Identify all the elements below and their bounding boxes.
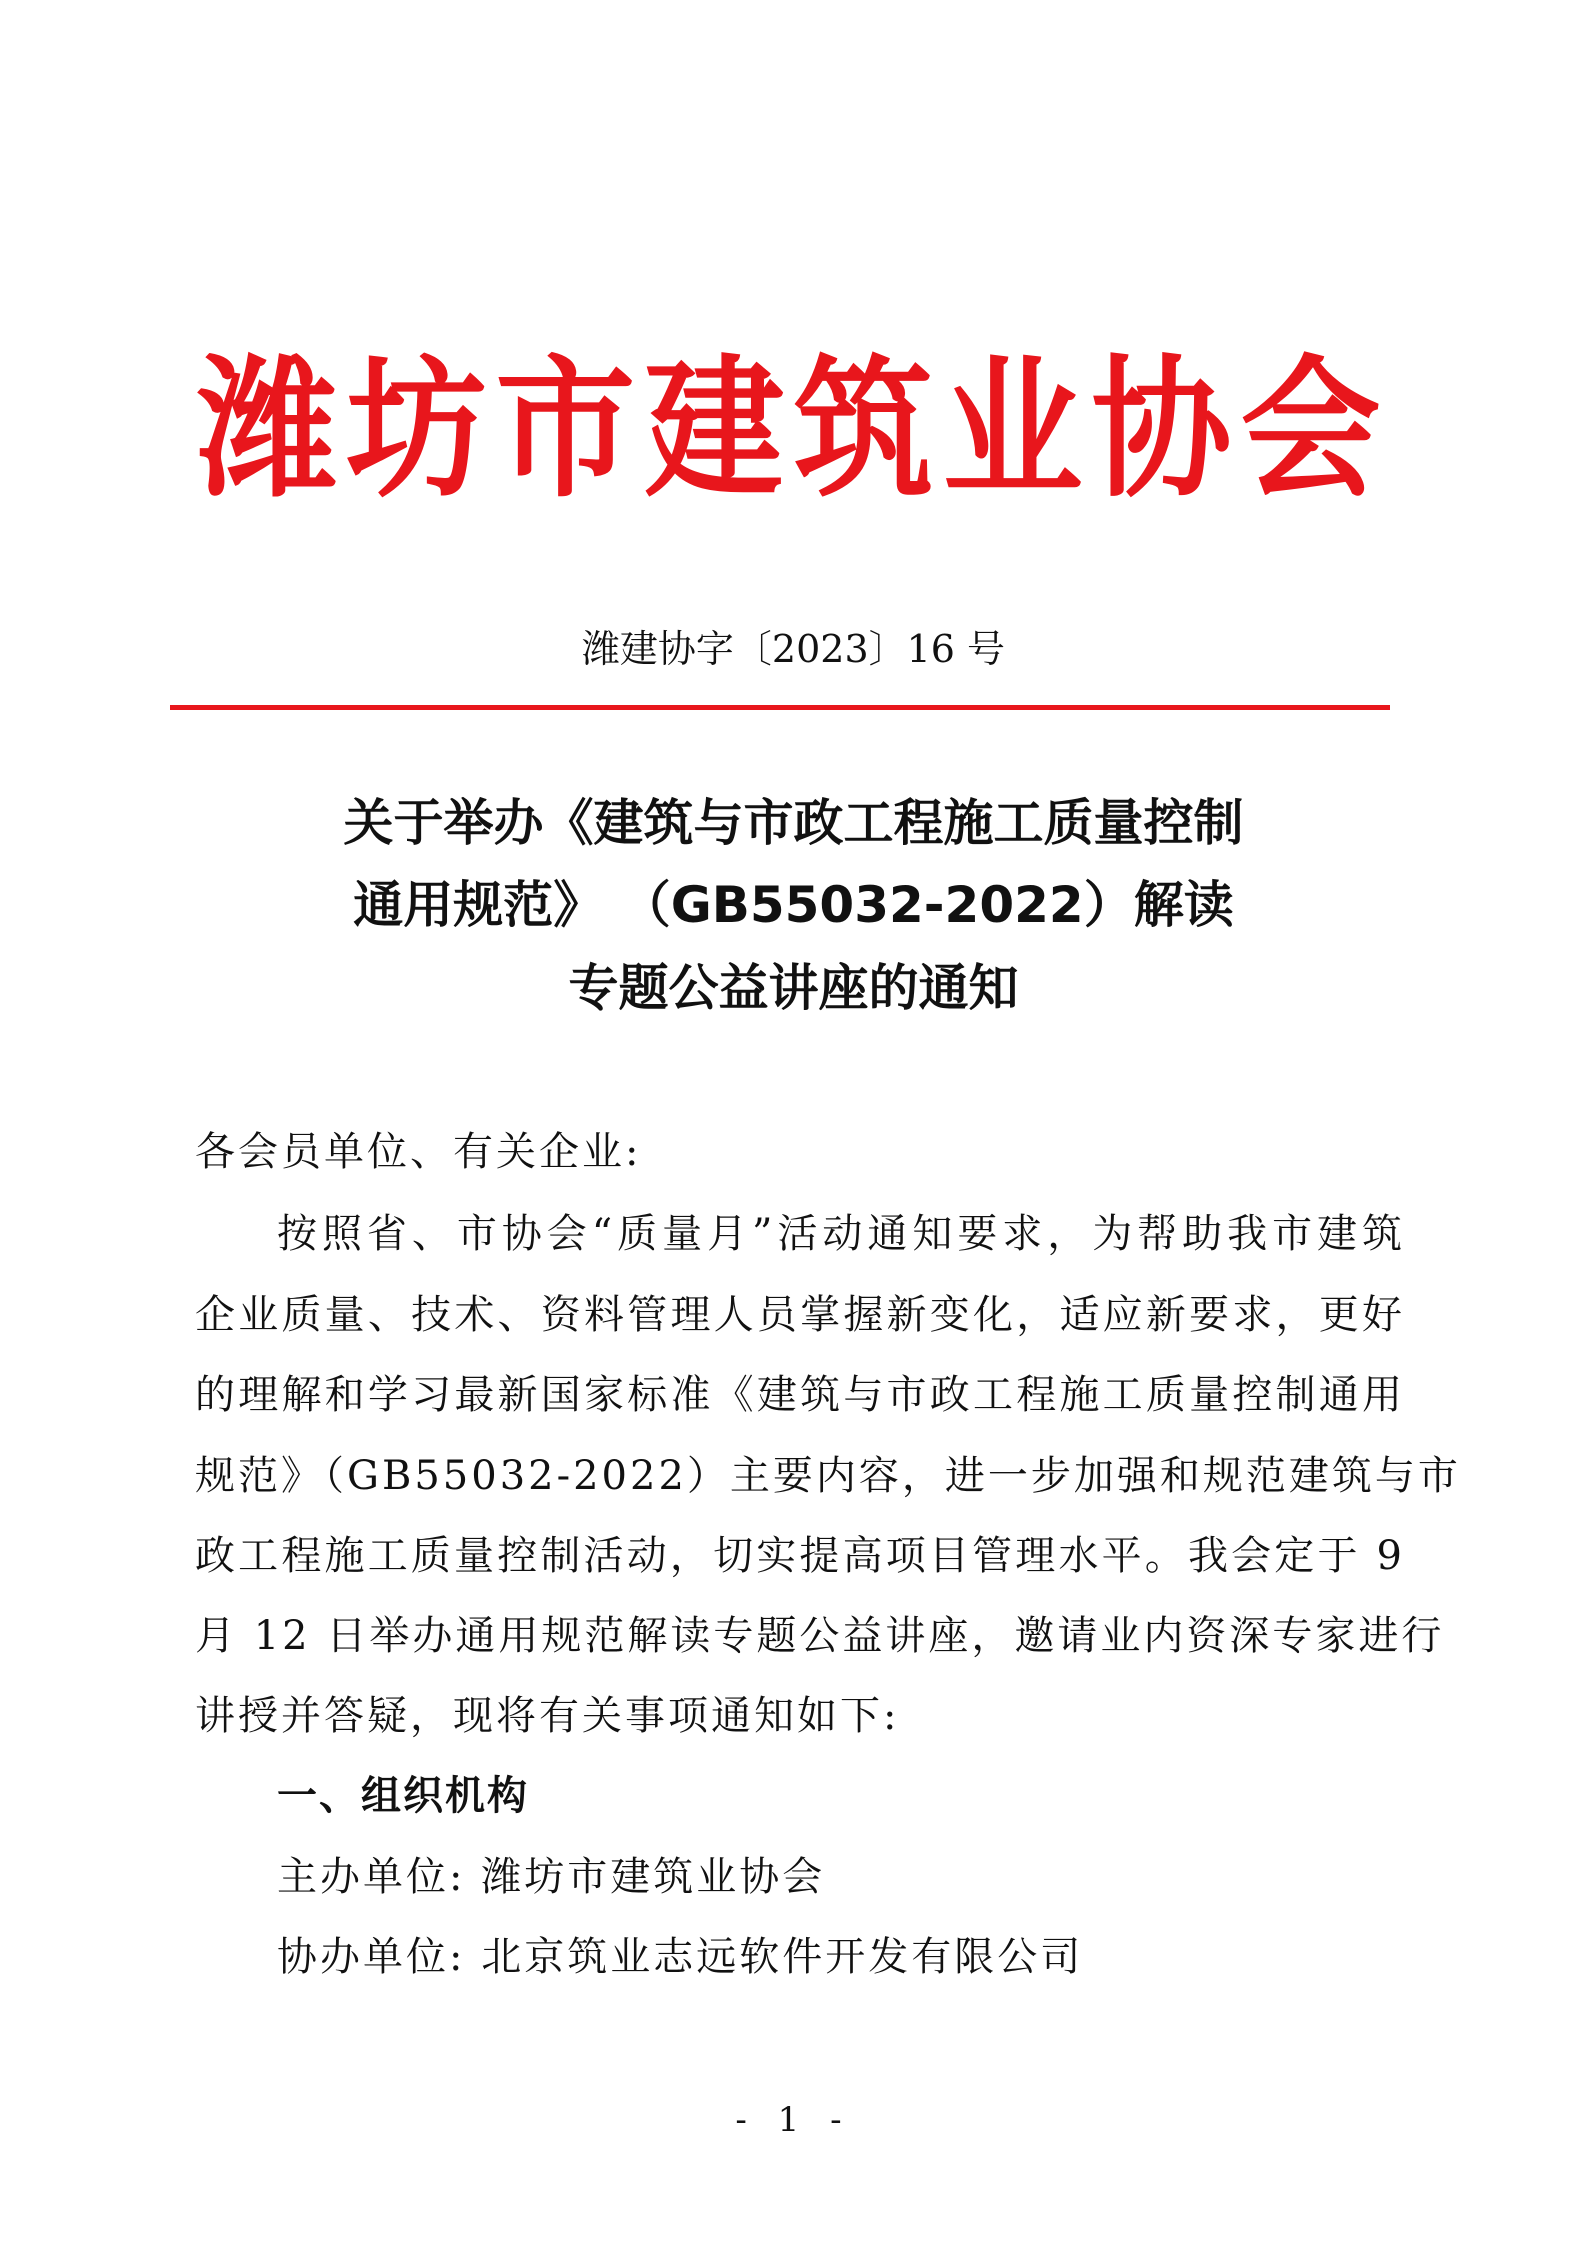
red-divider-line xyxy=(170,705,1390,710)
body-paragraph-line: 企业质量、技术、资料管理人员掌握新变化，适应新要求，更好 xyxy=(195,1292,1405,1338)
host-unit-value: 潍坊市建筑业协会 xyxy=(481,1854,826,1900)
section-heading-organization: 一、组织机构 xyxy=(277,1773,529,1819)
co-host-unit-line xyxy=(277,1925,1083,1989)
body-paragraph-line: 月 12 日举办通用规范解读专题公益讲座，邀请业内资深专家进行 xyxy=(195,1613,1445,1659)
title-line-3: 专题公益讲座的通知 xyxy=(568,959,1019,1017)
masthead-org-name: 潍坊市建筑业协会 xyxy=(197,341,1390,518)
body-paragraph-line: 政工程施工质量控制活动，切实提高项目管理水平。我会定于 9 xyxy=(195,1533,1405,1579)
host-unit-label: 主办单位: xyxy=(277,1854,466,1900)
document-number: 潍建协字〔2023〕16 号 xyxy=(581,627,1006,671)
body-paragraph-line-last: 讲授并答疑，现将有关事项通知如下: xyxy=(195,1693,900,1739)
host-unit-line xyxy=(277,1845,825,1909)
co-host-unit-label: 协办单位: xyxy=(277,1934,466,1980)
page-number: - 1 - xyxy=(735,2100,852,2140)
body-paragraph-line: 的理解和学习最新国家标准《建筑与市政工程施工质量控制通用 xyxy=(195,1372,1405,1418)
body-paragraph-line: 规范》（GB55032-2022）主要内容，进一步加强和规范建筑与市 xyxy=(195,1453,1461,1499)
salutation: 各会员单位、有关企业: xyxy=(195,1129,642,1175)
co-host-unit-value: 北京筑业志远软件开发有限公司 xyxy=(481,1934,1084,1980)
title-line-2: 通用规范》 （GB55032-2022）解读 xyxy=(353,876,1234,934)
body-paragraph-line: 按照省、市协会“质量月”活动通知要求，为帮助我市建筑 xyxy=(277,1211,1405,1257)
title-line-1: 关于举办《建筑与市政工程施工质量控制 xyxy=(343,794,1244,852)
